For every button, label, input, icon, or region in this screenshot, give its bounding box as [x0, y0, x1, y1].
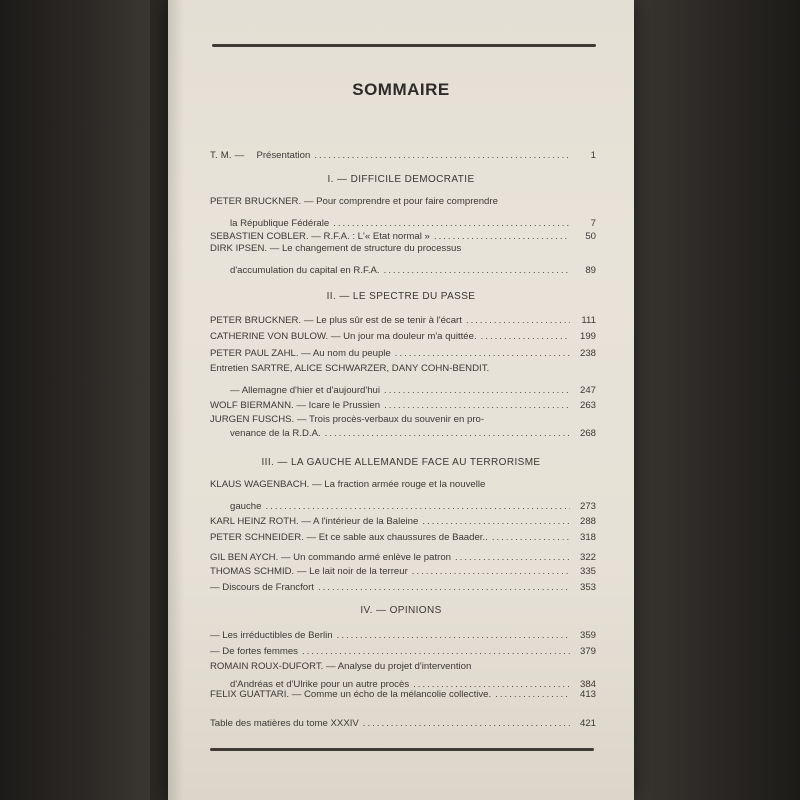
- toc-entry: [210, 231, 596, 243]
- entry-line: KLAUS WAGENBACH. — La fraction armée rouge et la nouvelle: [210, 479, 486, 490]
- entry-line: PETER BRUCKNER. — Le plus sûr est de se tenir à l'écart: [210, 315, 462, 326]
- entry-line: — Les irréductibles de Berlin: [210, 630, 333, 641]
- toc-entry: [210, 400, 596, 412]
- entry-page: 50: [585, 231, 596, 242]
- entry-line: DIRK IPSEN. — Le changement de structure du processus: [210, 243, 462, 254]
- entry-page: 288: [579, 516, 596, 527]
- entry-page: 421: [579, 718, 596, 729]
- entry-line: JURGEN FUSCHS. — Trois procès-verbaux du souvenir en pro-: [210, 414, 485, 425]
- entry-line: — De fortes femmes: [210, 646, 298, 657]
- section-heading-4: IV. — OPINIONS: [360, 605, 442, 616]
- entry-page: 1: [590, 150, 596, 161]
- leader-dots: [434, 231, 570, 243]
- toc-entry: [210, 532, 596, 544]
- entry-line: gauche: [230, 501, 262, 512]
- entry-line: GIL BEN AYCH. — Un commando armé enlève le patron: [210, 552, 452, 563]
- toc-entry: [210, 552, 596, 564]
- entry-line: KARL HEINZ ROTH. — A l'intérieur de la Baleine: [210, 516, 419, 527]
- entry-line: — Allemagne d'hier et d'aujourd'hui: [230, 385, 381, 396]
- toc-entry: [210, 196, 596, 230]
- entry-line: PETER PAUL ZAHL. — Au nom du peuple: [210, 348, 391, 359]
- book-page: [168, 0, 634, 800]
- leader-dots: [495, 689, 570, 701]
- leader-dots: [455, 552, 570, 564]
- entry-page: 238: [579, 348, 596, 359]
- leader-dots: [384, 400, 570, 412]
- toc-entry: [210, 646, 596, 658]
- leader-dots: [466, 315, 570, 327]
- entry-page: 359: [579, 630, 596, 641]
- entry-line: — Discours de Francfort: [210, 582, 314, 593]
- leader-dots: [492, 532, 570, 544]
- bottom-rule: [210, 748, 594, 751]
- entry-page: 318: [579, 532, 596, 543]
- leader-dots: [265, 501, 570, 513]
- entry-line: THOMAS SCHMID. — Le lait noir de la terreur: [210, 566, 408, 577]
- toc-entry: [210, 479, 596, 513]
- entry-page: 384: [579, 679, 596, 690]
- entry-page: 353: [579, 582, 596, 593]
- page-title: SOMMAIRE: [352, 80, 450, 99]
- leader-dots: [333, 218, 570, 230]
- entry-page: 247: [579, 385, 596, 396]
- background-right: [630, 0, 800, 800]
- leader-dots: [384, 265, 570, 277]
- toc-entry: [210, 516, 596, 528]
- entry-page: 111: [581, 315, 596, 326]
- entry-line: d'Andréas et d'Ulrike pour un autre procès: [230, 679, 410, 690]
- entry-line: WOLF BIERMANN. — Icare le Prussien: [210, 400, 381, 411]
- entry-page: 413: [579, 689, 596, 700]
- top-rule: [212, 44, 596, 47]
- toc-entry: [210, 566, 596, 578]
- section-heading-3: III. — LA GAUCHE ALLEMANDE FACE AU TERRORISME: [261, 457, 541, 468]
- entry-author: T. M. —: [210, 150, 245, 161]
- toc-entry: [210, 363, 596, 397]
- toc-entry: [210, 630, 596, 642]
- leader-dots: [302, 646, 570, 658]
- toc-entry: [210, 689, 596, 701]
- entry-title: Présentation: [256, 150, 311, 161]
- entry-line: la République Fédérale: [230, 218, 330, 229]
- toc-entry: [210, 414, 596, 440]
- leader-dots: [363, 718, 570, 730]
- section-heading-2: II. — LE SPECTRE DU PASSE: [326, 291, 476, 302]
- leader-dots: [384, 385, 570, 397]
- leader-dots: [314, 150, 570, 162]
- entry-line: PETER SCHNEIDER. — Et ce sable aux chaussures de Baader..: [210, 532, 488, 543]
- toc-entry-intro: [210, 138, 596, 162]
- entry-line: CATHERINE VON BULOW. — Un jour ma douleur m'a quittée.: [210, 331, 477, 342]
- entry-line: Entretien SARTRE, ALICE SCHWARZER, DANY COHN-BENDIT.: [210, 363, 490, 374]
- entry-page: 335: [579, 566, 596, 577]
- entry-page: 7: [590, 218, 596, 229]
- toc-entry: [210, 348, 596, 360]
- entry-page: 379: [579, 646, 596, 657]
- leader-dots: [422, 516, 570, 528]
- leader-dots: [481, 331, 570, 343]
- entry-line: FELIX GUATTARI. — Comme un écho de la mélancolie collective.: [210, 689, 492, 700]
- leader-dots: [412, 566, 570, 578]
- entry-page: 268: [579, 428, 596, 439]
- section-heading-1: I. — DIFFICILE DEMOCRATIE: [327, 174, 475, 185]
- toc-entry: [210, 331, 596, 343]
- entry-line: Table des matières du tome XXXIV: [210, 718, 359, 729]
- entry-page: 322: [579, 552, 596, 563]
- entry-line: SEBASTIEN COBLER. — R.F.A. : L'« Etat normal »: [210, 231, 430, 242]
- entry-line: PETER BRUCKNER. — Pour comprendre et pour faire comprendre: [210, 196, 498, 207]
- entry-page: 89: [585, 265, 596, 276]
- toc-entry: [210, 661, 596, 691]
- leader-dots: [395, 348, 570, 360]
- toc-entry: [210, 315, 596, 327]
- toc-entry-table: [210, 718, 596, 730]
- leader-dots: [325, 428, 570, 440]
- entry-line: venance de la R.D.A.: [230, 428, 321, 439]
- entry-page: 263: [579, 400, 596, 411]
- entry-page: 199: [579, 331, 596, 342]
- background-left: [0, 0, 150, 800]
- entry-line: ROMAIN ROUX-DUFORT. — Analyse du projet d'intervention: [210, 661, 472, 672]
- toc-entry: [210, 243, 596, 277]
- leader-dots: [337, 630, 570, 642]
- leader-dots: [318, 582, 570, 594]
- toc-entry: [210, 582, 596, 594]
- entry-line: d'accumulation du capital en R.F.A.: [230, 265, 380, 276]
- entry-page: 273: [579, 501, 596, 512]
